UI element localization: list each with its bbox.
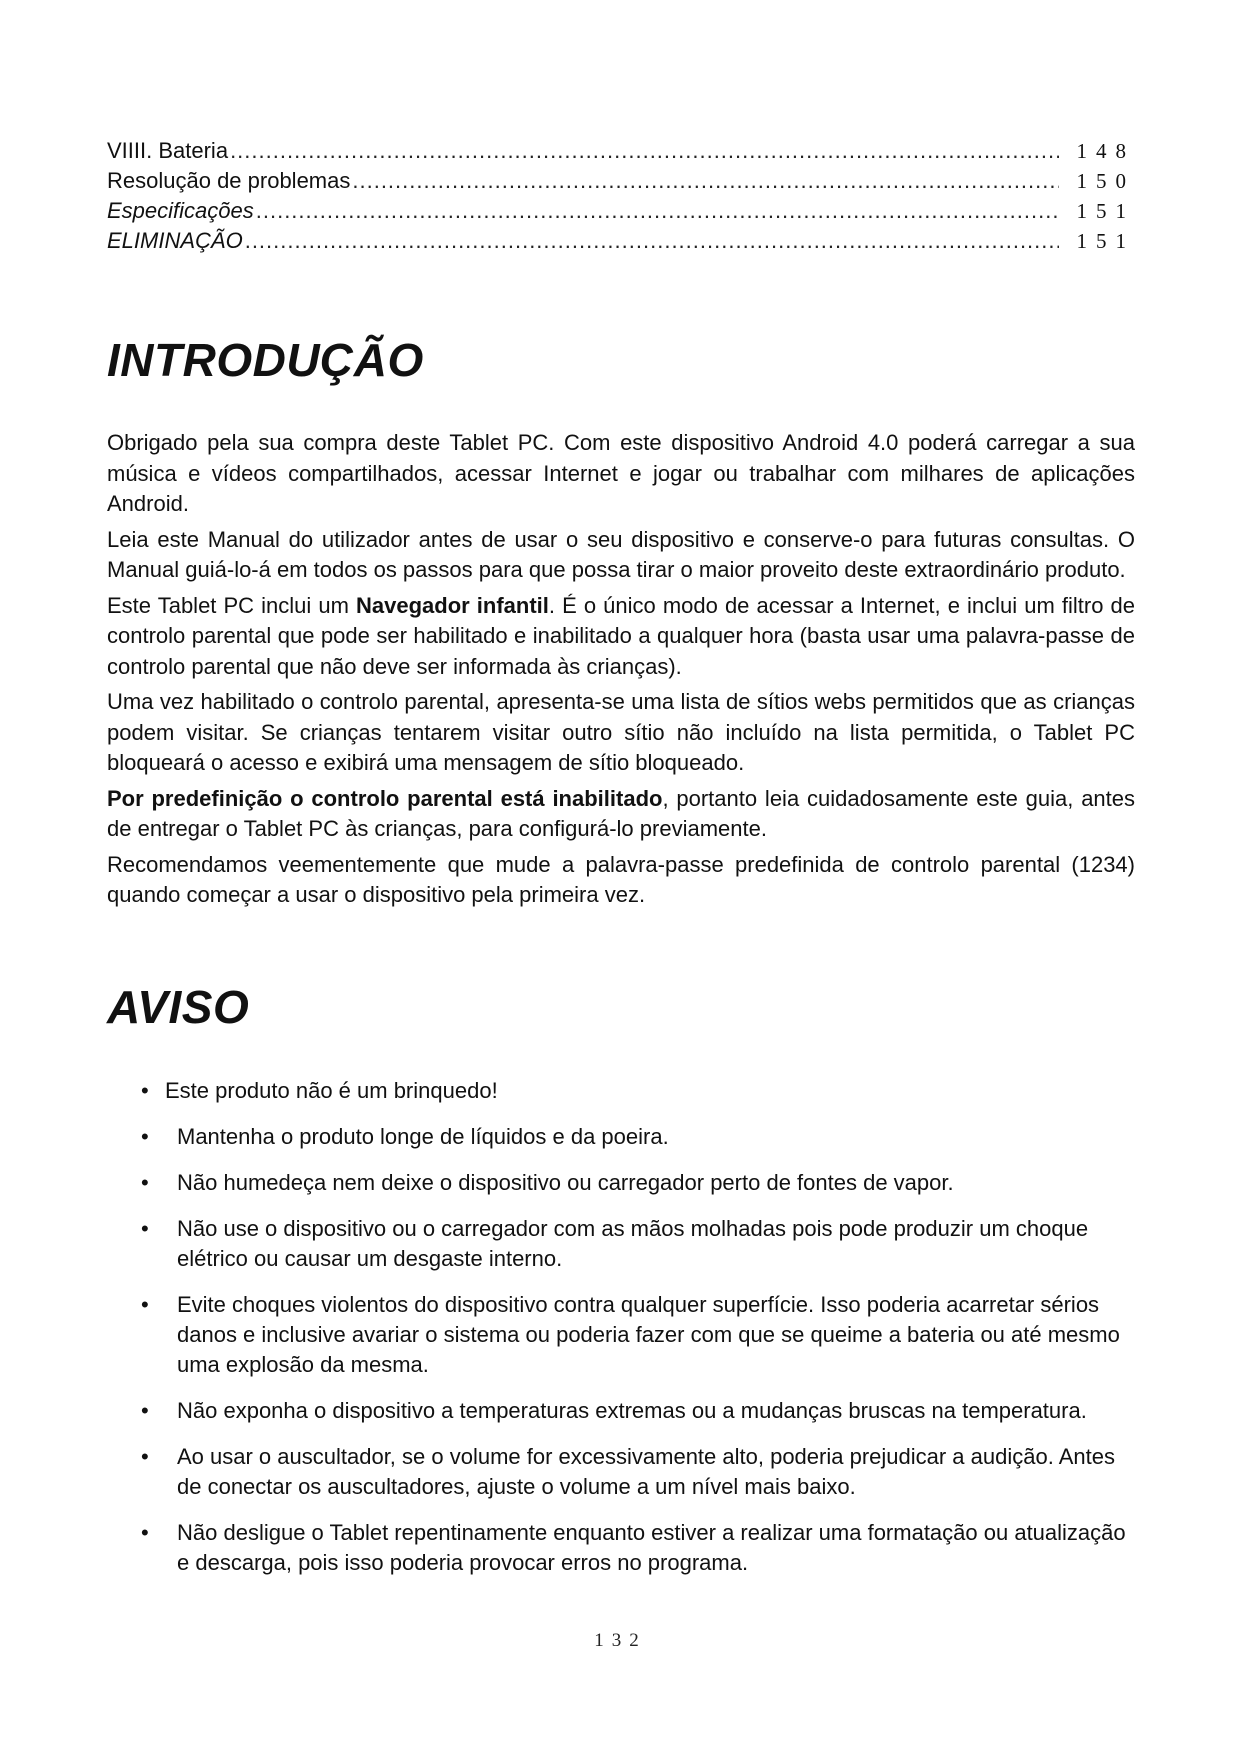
- bullet-icon: •: [141, 1444, 149, 1469]
- toc-entry-page: 148: [1076, 139, 1135, 163]
- page-number: 132: [594, 1630, 647, 1651]
- intro-paragraph: [107, 784, 1135, 845]
- toc-entry-page: 150: [1076, 169, 1135, 193]
- bullet-icon: •: [141, 1124, 149, 1149]
- warning-item: [107, 1290, 1137, 1380]
- intro-heading: INTRODUÇÃO: [107, 334, 424, 386]
- intro-text: . É o único modo de acessar a Internet, e inclui um filtro de controlo parental que pode ser habilitado e inabilitado a qualquer hora (basta usar uma palavra-passe de controlo parental que não deve ser informada às crianças).: [107, 592, 1135, 679]
- warning-text: Não use o dispositivo ou o carregador com as mãos molhadas pois pode produzir um choque elétrico ou causar um desgaste interno.: [177, 1216, 1089, 1271]
- bullet-icon: •: [141, 1216, 149, 1241]
- warning-text: Este produto não é um brinquedo!: [165, 1078, 498, 1103]
- warning-item: [107, 1396, 1137, 1426]
- toc-entry[interactable]: [107, 226, 1135, 256]
- toc-entry[interactable]: [107, 196, 1135, 226]
- intro-paragraph: Obrigado pela sua compra deste Tablet PC. Com este dispositivo Android 4.0 poderá carregar a sua música e vídeos compartilhados, acessar Internet e jogar ou trabalhar com milhares de aplicações Android.: [107, 430, 1135, 516]
- toc-entry-label: ELIMINAÇÃO: [107, 228, 243, 253]
- toc-entry-page: 151: [1076, 229, 1135, 253]
- intro-paragraph: Uma vez habilitado o controlo parental, apresenta-se uma lista de sítios webs permitidos que as crianças podem visitar. Se crianças tentarem visitar outro sítio não incluído na lista permitida, o Tablet PC bloqueará o acesso e exibirá uma mensagem de sítio bloqueado.: [107, 689, 1135, 775]
- toc-leader-dots: [256, 196, 1059, 226]
- bullet-icon: •: [141, 1292, 149, 1317]
- intro-paragraph: Recomendamos veementemente que mude a palavra-passe predefinida de controlo parental (1234) quando começar a usar o dispositivo pela primeira vez.: [107, 851, 1135, 907]
- intro-text: Este Tablet PC inclui um: [107, 592, 356, 618]
- intro-text: , portanto leia cuidadosamente este guia, antes de entregar o Tablet PC às crianças, para configurá-lo previamente.: [107, 785, 1136, 841]
- toc-leader-dots: [352, 166, 1059, 196]
- warning-item: [107, 1518, 1137, 1578]
- bullet-icon: •: [141, 1170, 149, 1195]
- intro-body: [107, 428, 1135, 916]
- warning-list: [107, 1076, 1137, 1594]
- toc-entry-label: VIIII. Bateria: [107, 138, 229, 163]
- toc-entry-page: 151: [1076, 199, 1135, 223]
- warning-item: [107, 1122, 1137, 1152]
- toc-leader-dots: [245, 226, 1059, 256]
- intro-paragraph: [107, 591, 1135, 683]
- toc-leader-dots: [230, 136, 1059, 166]
- toc-entry-label: Especificações: [107, 198, 254, 223]
- bullet-icon: •: [141, 1078, 149, 1103]
- table-of-contents: [107, 136, 1135, 256]
- warning-text: Ao usar o auscultador, se o volume for excessivamente alto, poderia prejudicar a audição. Antes de conectar os auscultadores, ajuste o volume a um nível mais baixo.: [177, 1444, 1115, 1499]
- warning-text: Evite choques violentos do dispositivo contra qualquer superfície. Isso poderia acarretar sérios danos e inclusive avariar o sistema ou poderia fazer com que se queime a bateria ou até mesmo uma explosão da mesma.: [177, 1292, 1120, 1377]
- intro-paragraph: Leia este Manual do utilizador antes de usar o seu dispositivo e conserve-o para futuras consultas. O Manual guiá-lo-á em todos os passos para que possa tirar o maior proveito deste extraordinário produto.: [107, 526, 1135, 582]
- warning-text: Não exponha o dispositivo a temperaturas extremas ou a mudanças bruscas na temperatura.: [177, 1398, 1087, 1423]
- bullet-icon: •: [141, 1520, 149, 1545]
- warning-text: Não humedeça nem deixe o dispositivo ou carregador perto de fontes de vapor.: [177, 1170, 954, 1195]
- parental-control-emphasis: Por predefinição o controlo parental está inabilitado: [107, 785, 663, 811]
- warning-item: [107, 1168, 1137, 1198]
- toc-entry[interactable]: [107, 136, 1135, 166]
- warning-text: Não desligue o Tablet repentinamente enquanto estiver a realizar uma formatação ou atualização e descarga, pois isso poderia provocar erros no programa.: [177, 1520, 1126, 1575]
- toc-entry[interactable]: [107, 166, 1135, 196]
- warning-text: Mantenha o produto longe de líquidos e da poeira.: [177, 1124, 669, 1149]
- warning-heading: AVISO: [107, 981, 250, 1033]
- kids-browser-emphasis: Navegador infantil: [356, 592, 549, 618]
- warning-item: [107, 1442, 1137, 1502]
- warning-item: [107, 1076, 1137, 1106]
- warning-item: [107, 1214, 1137, 1274]
- bullet-icon: •: [141, 1398, 149, 1423]
- toc-entry-label: Resolução de problemas: [107, 168, 351, 193]
